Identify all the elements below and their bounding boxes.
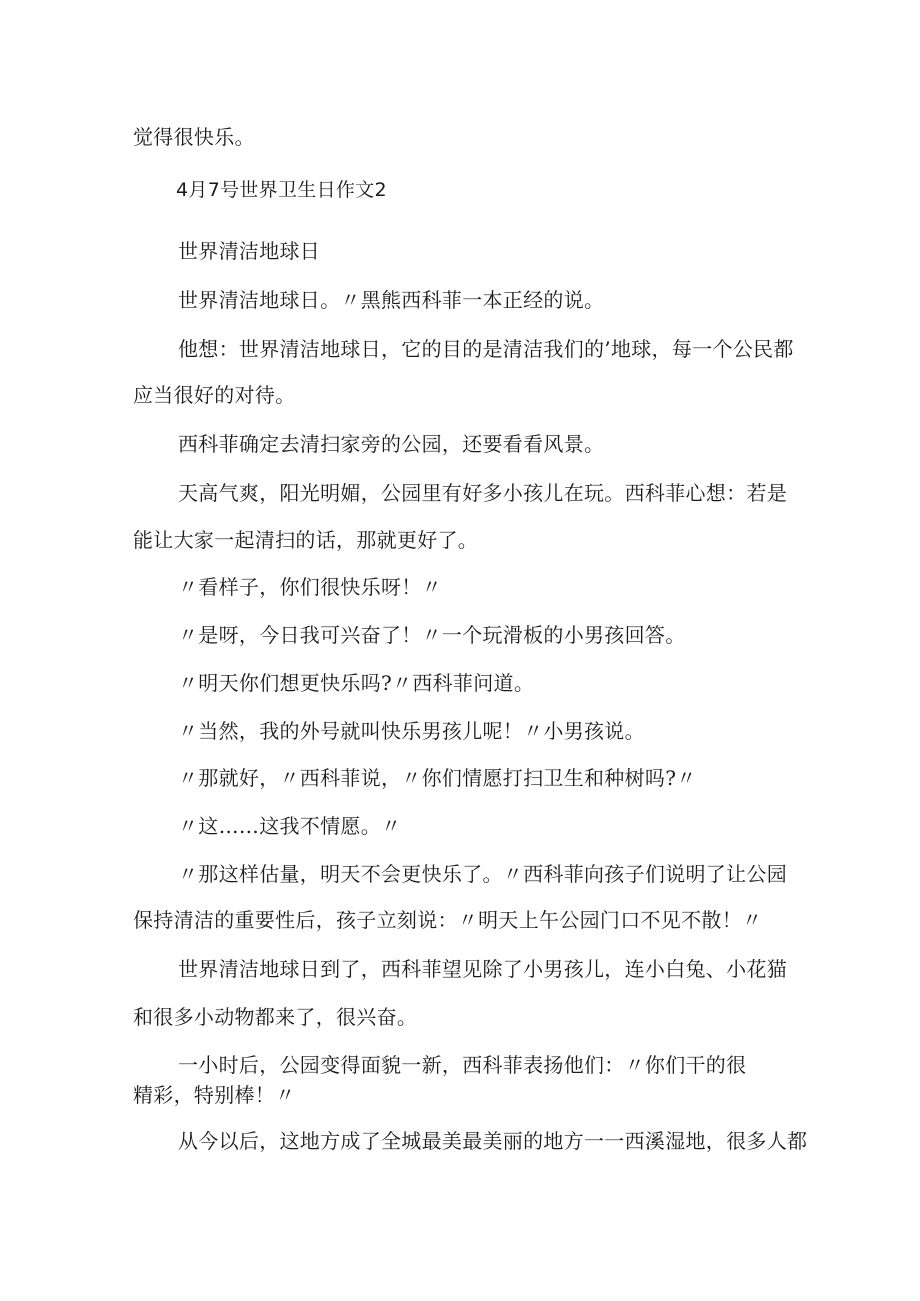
paragraph-line: 世界清洁地球日。〃黑熊西科菲一本正经的说。 <box>178 288 605 312</box>
paragraph-line: 觉得很快乐。 <box>133 125 255 149</box>
dialogue-line: 〃是呀，今日我可兴奋了！〃一个玩滑板的小男孩回答。 <box>178 623 686 647</box>
paragraph-line: 一小时后，公园变得面貌一新，西科菲表扬他们：〃你们干的很 <box>178 1053 747 1077</box>
article-title: 世界清洁地球日 <box>178 239 321 263</box>
dialogue-line: 〃这……这我不情愿。〃 <box>178 814 402 838</box>
paragraph-line: 精彩，特别棒！〃 <box>133 1083 296 1107</box>
paragraph-line: 从今以后，这地方成了全城最美最美丽的地方一一西溪湿地，很多人都 <box>178 1129 808 1153</box>
paragraph-line: 天高气爽，阳光明媚，公园里有好多小孩儿在玩。西科菲心想：若是 <box>178 481 787 505</box>
dialogue-line: 〃看样子，你们很快乐呀！〃 <box>178 575 442 599</box>
dialogue-line: 〃当然，我的外号就叫快乐男孩儿呢！〃小男孩说。 <box>178 719 645 743</box>
dialogue-line: 〃明天你们想更快乐吗?〃西科菲问道。 <box>178 671 535 695</box>
paragraph-line: 能让大家一起清扫的话，那就更好了。 <box>133 528 479 552</box>
dialogue-line: 〃那就好，〃西科菲说，〃你们情愿打扫卫生和种树吗?〃 <box>178 766 697 790</box>
paragraph-line: 世界清洁地球日到了，西科菲望见除了小男孩儿，连小白兔、小花猫 <box>178 957 787 981</box>
paragraph-line: 和很多小动物都来了，很兴奋。 <box>133 1005 418 1029</box>
article-heading: 4月7号世界卫生日作文2 <box>176 179 387 201</box>
paragraph-line: 西科菲确定去清扫家旁的公园，还要看看风景。 <box>178 432 605 456</box>
paragraph-line: 保持清洁的重要性后，孩子立刻说：〃明天上午公园门口不见不散！〃 <box>133 908 763 932</box>
paragraph-line: 应当很好的对待。 <box>133 383 296 407</box>
paragraph-line: 〃那这样估量，明天不会更快乐了。〃西科菲向孩子们说明了让公园 <box>178 862 787 886</box>
paragraph-line: 他想：世界清洁地球日，它的目的是清洁我们的’地球，每一个公民都 <box>178 337 794 361</box>
